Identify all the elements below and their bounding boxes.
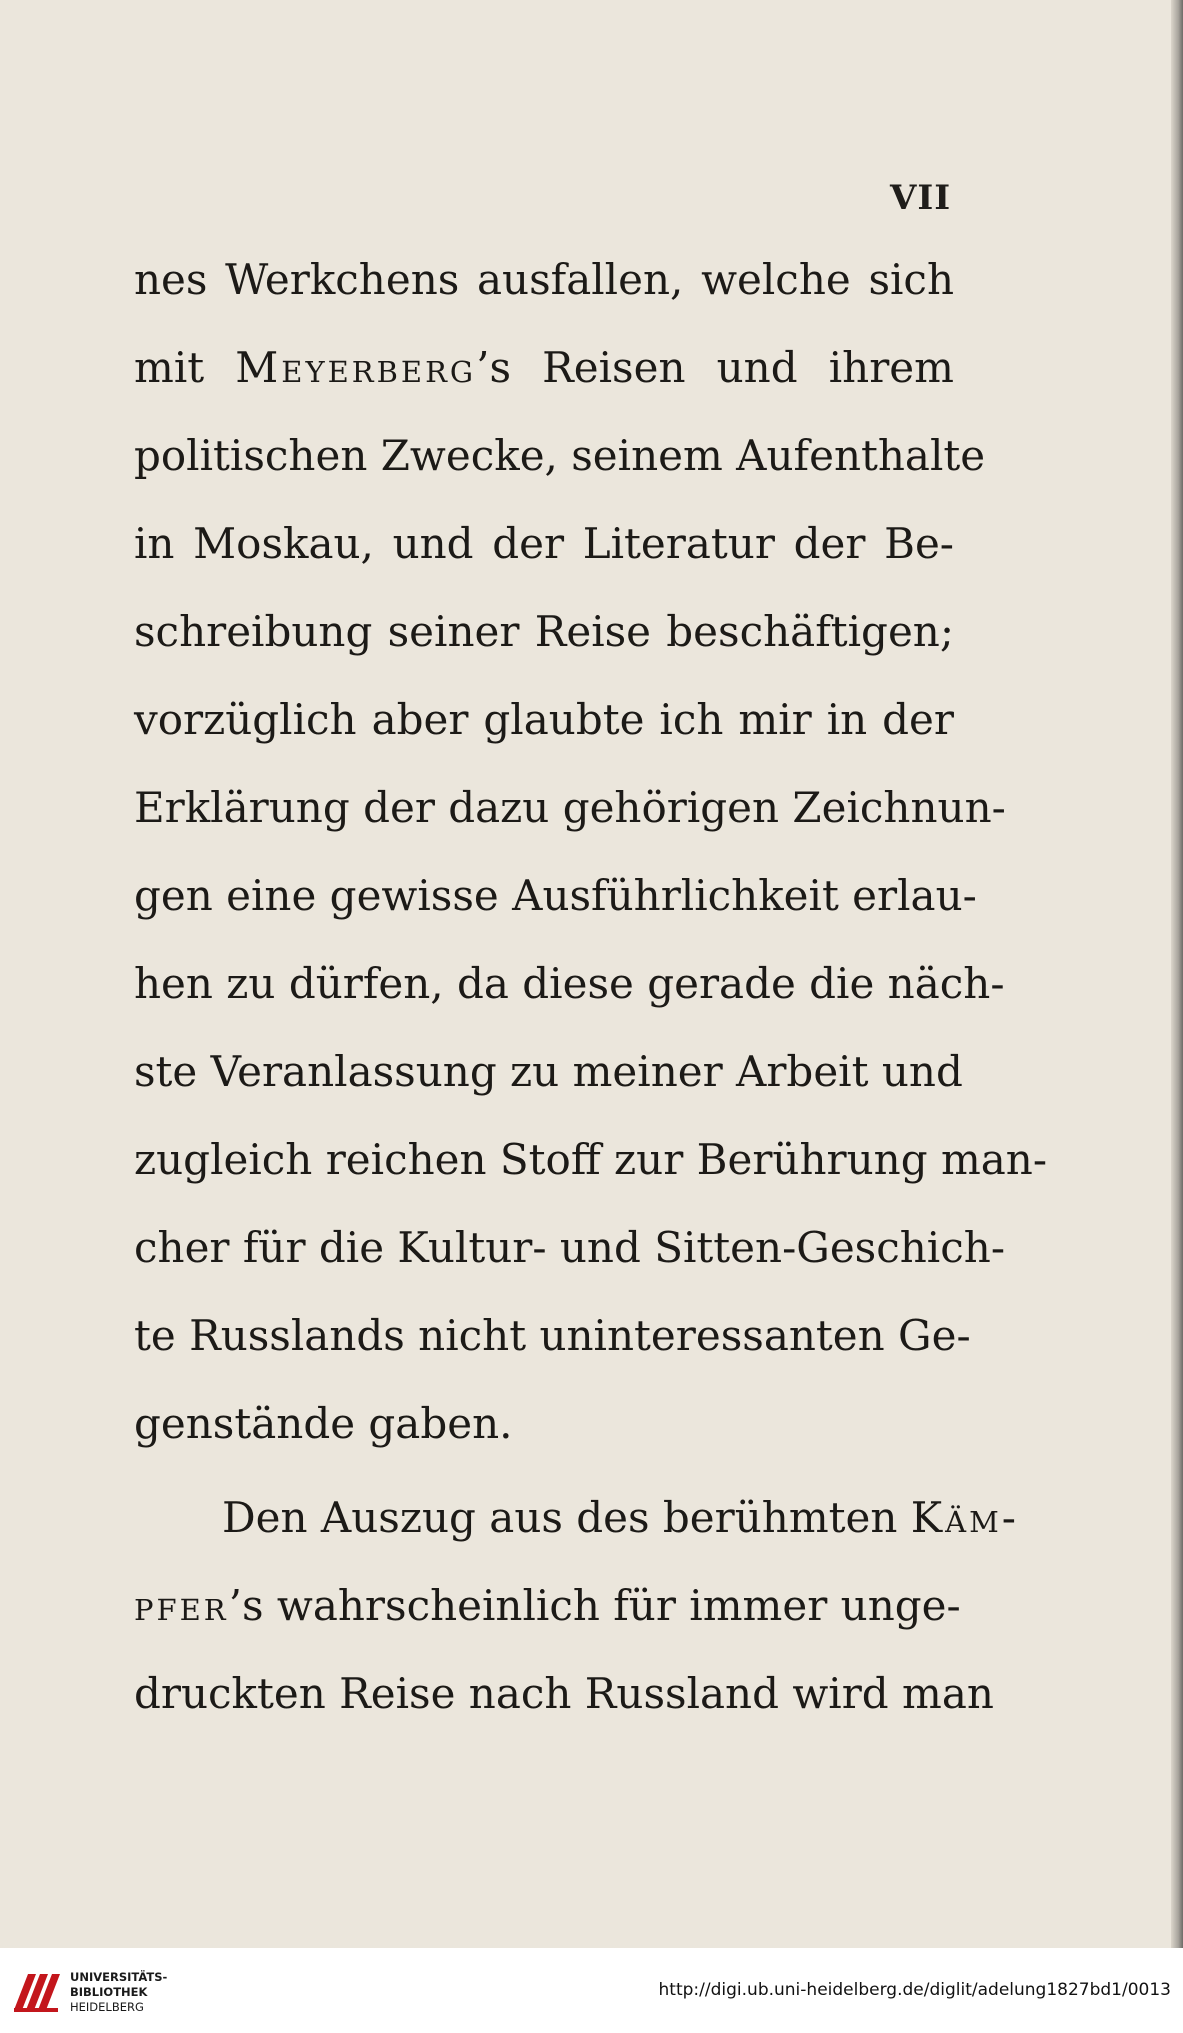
text-fragment: mit <box>134 343 236 392</box>
text-fragment: Den Auszug aus des berühmten <box>222 1493 911 1542</box>
text-line: Erklärung der dazu gehörigen Zeichnun- <box>134 783 1006 832</box>
page-number: VII <box>890 178 952 218</box>
text-line: te Russlands nicht uninteressanten Ge- <box>134 1311 971 1360</box>
text-line <box>134 324 954 412</box>
text-line <box>134 1562 961 1650</box>
author-name-smallcaps: Meyerberg <box>235 343 477 392</box>
text-line: gen eine gewisse Ausführlichkeit erlau- <box>134 871 977 920</box>
text-fragment: ’s wahrscheinlich für immer unge- <box>228 1581 961 1630</box>
text-line: schreibung seiner Reise beschäftigen; <box>134 607 954 656</box>
text-line: vorzüglich aber glaubte ich mir in der <box>134 695 954 744</box>
text-line: hen zu dürfen, da diese gerade die näch- <box>134 959 1005 1008</box>
text-line: genstände gaben. <box>134 1399 513 1448</box>
library-name <box>70 1970 167 2015</box>
text-line: zugleich reichen Stoff zur Berührung man- <box>134 1135 1048 1184</box>
text-line: ste Veranlassung zu meiner Arbeit und <box>134 1047 963 1096</box>
library-name-line: UNIVERSITÄTS- <box>70 1970 168 1984</box>
text-line: in Moskau, und der Literatur der Be- <box>134 519 954 568</box>
library-logo-icon <box>10 1964 62 2016</box>
library-name-line: HEIDELBERG <box>70 2000 144 2014</box>
text-line <box>134 1474 1020 1562</box>
text-line: cher für die Kultur- und Sitten-Geschich- <box>134 1223 1006 1272</box>
author-name-smallcaps: Käm- <box>910 1493 1020 1542</box>
text-fragment: ’s Reisen und ihrem <box>476 343 954 392</box>
text-line: nes Werkchens ausfallen, welche sich <box>134 255 954 304</box>
library-name-line: BIBLIOTHEK <box>70 1985 148 1999</box>
text-line: druckten Reise nach Russland wird man <box>134 1669 994 1718</box>
page-edge-shadow <box>1171 0 1183 1948</box>
text-line: politischen Zwecke, seinem Aufenthalte <box>134 431 986 480</box>
author-name-smallcaps: pfer <box>134 1581 229 1630</box>
body-text <box>134 236 1048 1738</box>
library-footer <box>0 1948 1183 2033</box>
source-url-link[interactable]: http://digi.ub.uni-heidelberg.de/diglit/adelung1827bd1/0013 <box>658 1980 1171 2000</box>
